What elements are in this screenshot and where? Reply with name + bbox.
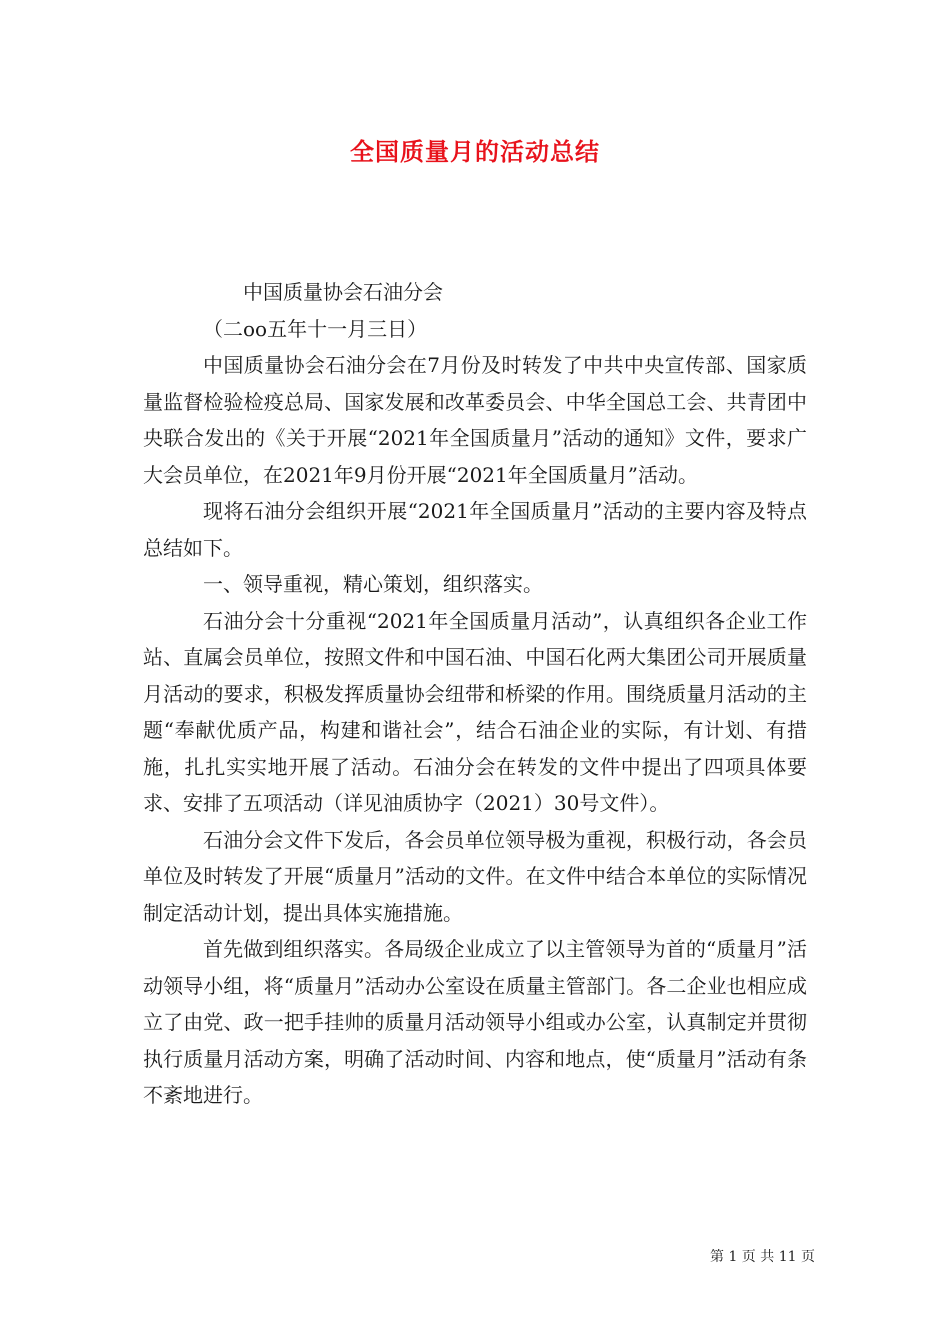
date-line: （二oo五年十一月三日） — [203, 316, 428, 341]
paragraph-5: 首先做到组织落实。各局级企业成立了以主管领导为首的“质量月”活动领导小组，将“质量月”活动办公室设在质量主管部门。各二企业也相应成立了由党、政一把手挂帅的质量月活动领导小组或办公室，认真制定并贯彻执行质量月活动方案，明确了活动时间、内容和地点，使“质量月”活动有条不紊地进行。 — [143, 937, 807, 1107]
page-number: 第 1 页 共 11 页 — [710, 1249, 815, 1265]
document-body — [143, 274, 807, 1114]
paragraph-2: 现将石油分会组织开展“2021年全国质量月”活动的主要内容及特点总结如下。 — [143, 499, 807, 560]
paragraph-3: 石油分会十分重视“2021年全国质量月活动”，认真组织各企业工作站、直属会员单位，按照文件和中国石油、中国石化两大集团公司开展质量月活动的要求，积极发挥质量协会纽带和桥梁的作用。围绕质量月活动的主题“奉献优质产品，构建和谐社会”，结合石油企业的实际，有计划、有措施，扎扎实实地开展了活动。石油分会在转发的文件中提出了四项具体要求、安排了五项活动（详见油质协字（2021）30号文件）。 — [143, 608, 807, 815]
organization-line: 中国质量协会石油分会 — [243, 280, 443, 304]
paragraph-1: 中国质量协会石油分会在7月份及时转发了中共中央宣传部、国家质量监督检验检疫总局、国家发展和改革委员会、中华全国总工会、共青团中央联合发出的《关于开展“2021年全国质量月”活动的通知》文件，要求广大会员单位，在2021年9月份开展“2021年全国质量月”活动。 — [143, 353, 807, 487]
paragraph-4: 石油分会文件下发后，各会员单位领导极为重视，积极行动，各会员单位及时转发了开展“质量月”活动的文件。在文件中结合本单位的实际情况制定活动计划，提出具体实施措施。 — [143, 827, 807, 925]
page-title: 全国质量月的活动总结 — [350, 137, 600, 166]
section-heading-1: 一、领导重视，精心策划，组织落实。 — [203, 572, 543, 596]
